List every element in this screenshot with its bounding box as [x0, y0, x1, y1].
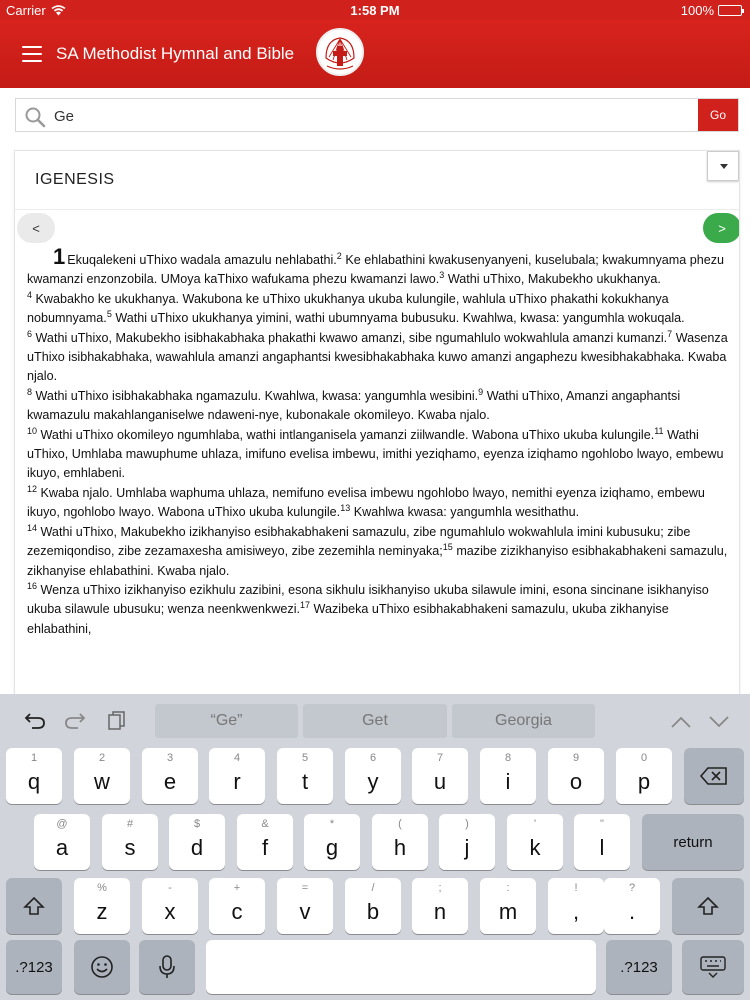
space-key[interactable] [206, 940, 596, 994]
verse-number: 16 [27, 580, 38, 591]
book-title: IGENESIS [35, 171, 115, 188]
verse-text: Wazibeka uThixo esibhakabhakeni samazulu, ukuba zikhanyise ehlabathini, [27, 602, 669, 636]
key-a[interactable]: @ a [34, 814, 90, 870]
key-b[interactable]: / b [345, 878, 401, 934]
return-key[interactable]: return [642, 814, 744, 870]
menu-icon[interactable] [22, 46, 42, 62]
verse-text: Wathi uThixo okomileyo ngumhlaba, wathi intlanganisela yamanzi ziilwandle. Wabona uThixo ukuba kulungile. [40, 427, 655, 442]
key-g[interactable]: * g [304, 814, 360, 870]
verse-text: Wasenza uThixo isibhakabhaka, wawahlula amanzi angaphantsi kwesibhakabhaka kuwo amanzi angaphezu kwesibhakabhaka. Kwaba njalo. [27, 330, 728, 384]
verse-number: 9 [478, 386, 484, 397]
suggestion-item[interactable]: Georgia [452, 704, 595, 738]
key-r[interactable]: 4 r [209, 748, 265, 804]
key-u[interactable]: 7 u [412, 748, 468, 804]
keyboard-dismiss-icon [699, 955, 727, 979]
hide-keyboard-key[interactable] [682, 940, 744, 994]
search-input[interactable] [54, 105, 694, 127]
key-f[interactable]: & f [237, 814, 293, 870]
verse-number: 13 [340, 503, 351, 514]
verse-number: 2 [336, 251, 342, 261]
backspace-icon [699, 766, 729, 786]
verse-number: 15 [442, 542, 453, 553]
key-w[interactable]: 2 w [74, 748, 130, 804]
chapter-text [27, 244, 731, 639]
shift-icon [23, 896, 45, 916]
suggestion-item[interactable]: “Ge” [155, 704, 298, 738]
key-j[interactable]: ) j [439, 814, 495, 870]
numbers-key-left[interactable]: .?123 [6, 940, 62, 994]
shift-key-right[interactable] [672, 878, 744, 934]
verse-number: 10 [27, 425, 38, 436]
app-header [0, 20, 750, 88]
verse-number: 12 [27, 483, 38, 494]
key-q[interactable]: 1 q [6, 748, 62, 804]
battery-percent: 100% [680, 3, 714, 18]
key-n[interactable]: ; n [412, 878, 468, 934]
paste-icon[interactable] [106, 710, 128, 730]
status-bar [0, 0, 750, 20]
undo-icon[interactable] [24, 710, 46, 730]
verse-text: Wathi uThixo, Makubekho izikhanyiso esibhakabhakeni samazulu, zibe ngumahlulo wokwahlula imini kubusuku; zibe zezemiqondiso, zibe zezamaxesha amisiweyo, zibe zezemihla neminyaka; [27, 524, 691, 559]
key-p[interactable]: 0 p [616, 748, 672, 804]
emoji-icon [90, 955, 114, 979]
shift-key-left[interactable] [6, 878, 62, 934]
numbers-key-right[interactable]: .?123 [606, 940, 672, 994]
verse-number: 11 [654, 425, 664, 436]
emoji-key[interactable] [74, 940, 130, 994]
verse-text: Wathi uThixo, Makubekho ukukhanya. [447, 272, 661, 287]
shift-icon [697, 896, 719, 916]
verse-text: Wathi uThixo, Umhlaba mawuphume uhlaza, imifuno evelisa imbewu, imithi yeziqhamo, eyenza iziqhamo ngohlobo lwayo, embewu ikuyo, emhlabeni. [27, 427, 724, 481]
verse-number: 5 [106, 309, 112, 320]
redo-icon[interactable] [64, 710, 86, 730]
verse-text: Ke ehlabathini kwakusenyanyeni, kuselubala; kwakumnyama phezu kwamanzi enzonzobila. UMoya kaThixo wafukama phezu kwamanzi lawo. [27, 253, 725, 287]
chevron-down-icon[interactable] [708, 712, 730, 732]
clock: 1:58 PM [350, 3, 400, 18]
verse-text: Wathi uThixo isibhakabhaka ngamazulu. Kwahlwa, kwasa: yangumhla wesibini. [35, 388, 479, 403]
key-o[interactable]: 9 o [548, 748, 604, 804]
key-d[interactable]: $ d [169, 814, 225, 870]
key-s[interactable]: # s [102, 814, 158, 870]
chapter-number: 1 [53, 244, 66, 269]
previous-chapter-button[interactable]: < [17, 213, 55, 243]
methodist-logo [316, 28, 364, 76]
go-button[interactable]: Go [698, 99, 738, 131]
verse-number: 7 [667, 328, 673, 339]
key-i[interactable]: 8 i [480, 748, 536, 804]
verse-text: Wathi uThixo ukukhanya yimini, wathi ubumnyama bubusuku. Kwahlwa, kwasa: yangumhla wokuqala. [115, 311, 685, 326]
key-t[interactable]: 5 t [277, 748, 333, 804]
key-l[interactable]: " l [574, 814, 630, 870]
key-k[interactable]: ' k [507, 814, 563, 870]
battery-icon [718, 5, 742, 16]
dictation-key[interactable] [139, 940, 195, 994]
verse-text: Kwahlwa kwasa: yangumhla wesithathu. [353, 505, 580, 520]
verse-number: 8 [27, 386, 33, 397]
divider [15, 209, 740, 210]
suggestion-item[interactable]: Get [303, 704, 447, 738]
key-comma[interactable]: ! , [548, 878, 604, 934]
shell-cross-icon [318, 30, 362, 74]
battery-status [681, 3, 742, 18]
verse-text: Wathi uThixo, Makubekho isibhakabhaka phakathi kwawo amanzi, sibe ngumahlulo wokwahlula amanzi kumanzi. [35, 330, 668, 345]
key-period[interactable]: ? . [604, 878, 660, 934]
verse-text: Wathi uThixo, Amanzi angaphantsi kwamazulu makahlanganiselwe ndaweni-nye, kubonakale okomileyo. Kwaba njalo. [27, 388, 681, 423]
chapter-card [14, 150, 740, 710]
verse-text: Kwaba njalo. Umhlaba waphuma uhlaza, nemifuno evelisa imbewu ngohlobo lwayo, nemithi eyenza iziqhamo, embewu ikuyo, ngohlobo lwayo. Wabona uThixo ukuba kulungile. [27, 485, 705, 520]
keyboard-toolbar [0, 694, 750, 744]
key-x[interactable]: - x [142, 878, 198, 934]
verse-number: 6 [27, 328, 33, 339]
verse-number: 17 [300, 600, 311, 611]
book-dropdown-button[interactable] [707, 151, 739, 181]
carrier-label: Carrier [6, 3, 46, 18]
microphone-icon [158, 954, 176, 980]
key-c[interactable]: + c [209, 878, 265, 934]
verse-number: 3 [439, 270, 445, 281]
chevron-up-icon[interactable] [670, 712, 692, 732]
key-h[interactable]: ( h [372, 814, 428, 870]
key-e[interactable]: 3 e [142, 748, 198, 804]
key-v[interactable]: = v [277, 878, 333, 934]
verse-number: 4 [27, 289, 33, 300]
backspace-key[interactable] [684, 748, 744, 804]
next-chapter-button[interactable]: > [703, 213, 740, 243]
key-m[interactable]: : m [480, 878, 536, 934]
verse-text: Wenza uThixo izikhanyiso ezikhulu zazibini, esona sikhulu isikhanyiso ukuba silawule imini, esona sincinane isikhanyiso ukuba silawule ubusuku; wenza neenkwenkwezi. [27, 582, 709, 617]
search-icon [24, 106, 46, 128]
verse-text: Ekuqalekeni uThixo wadala amazulu nehlabathi. [67, 253, 337, 267]
verse-text: Kwabakho ke ukukhanya. Wakubona ke uThixo ukukhanya ukuba kulungile, wahlula uThixo phakathi kokukhanya nobumnyama. [27, 291, 669, 326]
app-title: SA Methodist Hymnal and Bible [56, 44, 295, 63]
onscreen-keyboard [0, 694, 750, 1000]
search-bar [15, 98, 739, 132]
key-y[interactable]: 6 y [345, 748, 401, 804]
verse-text: mazibe zizikhanyiso esibhakabhakeni samazulu, zikhanyise ehlabathini. Kwaba njalo. [27, 544, 728, 578]
key-z[interactable]: % z [74, 878, 130, 934]
verse-number: 14 [27, 522, 38, 533]
